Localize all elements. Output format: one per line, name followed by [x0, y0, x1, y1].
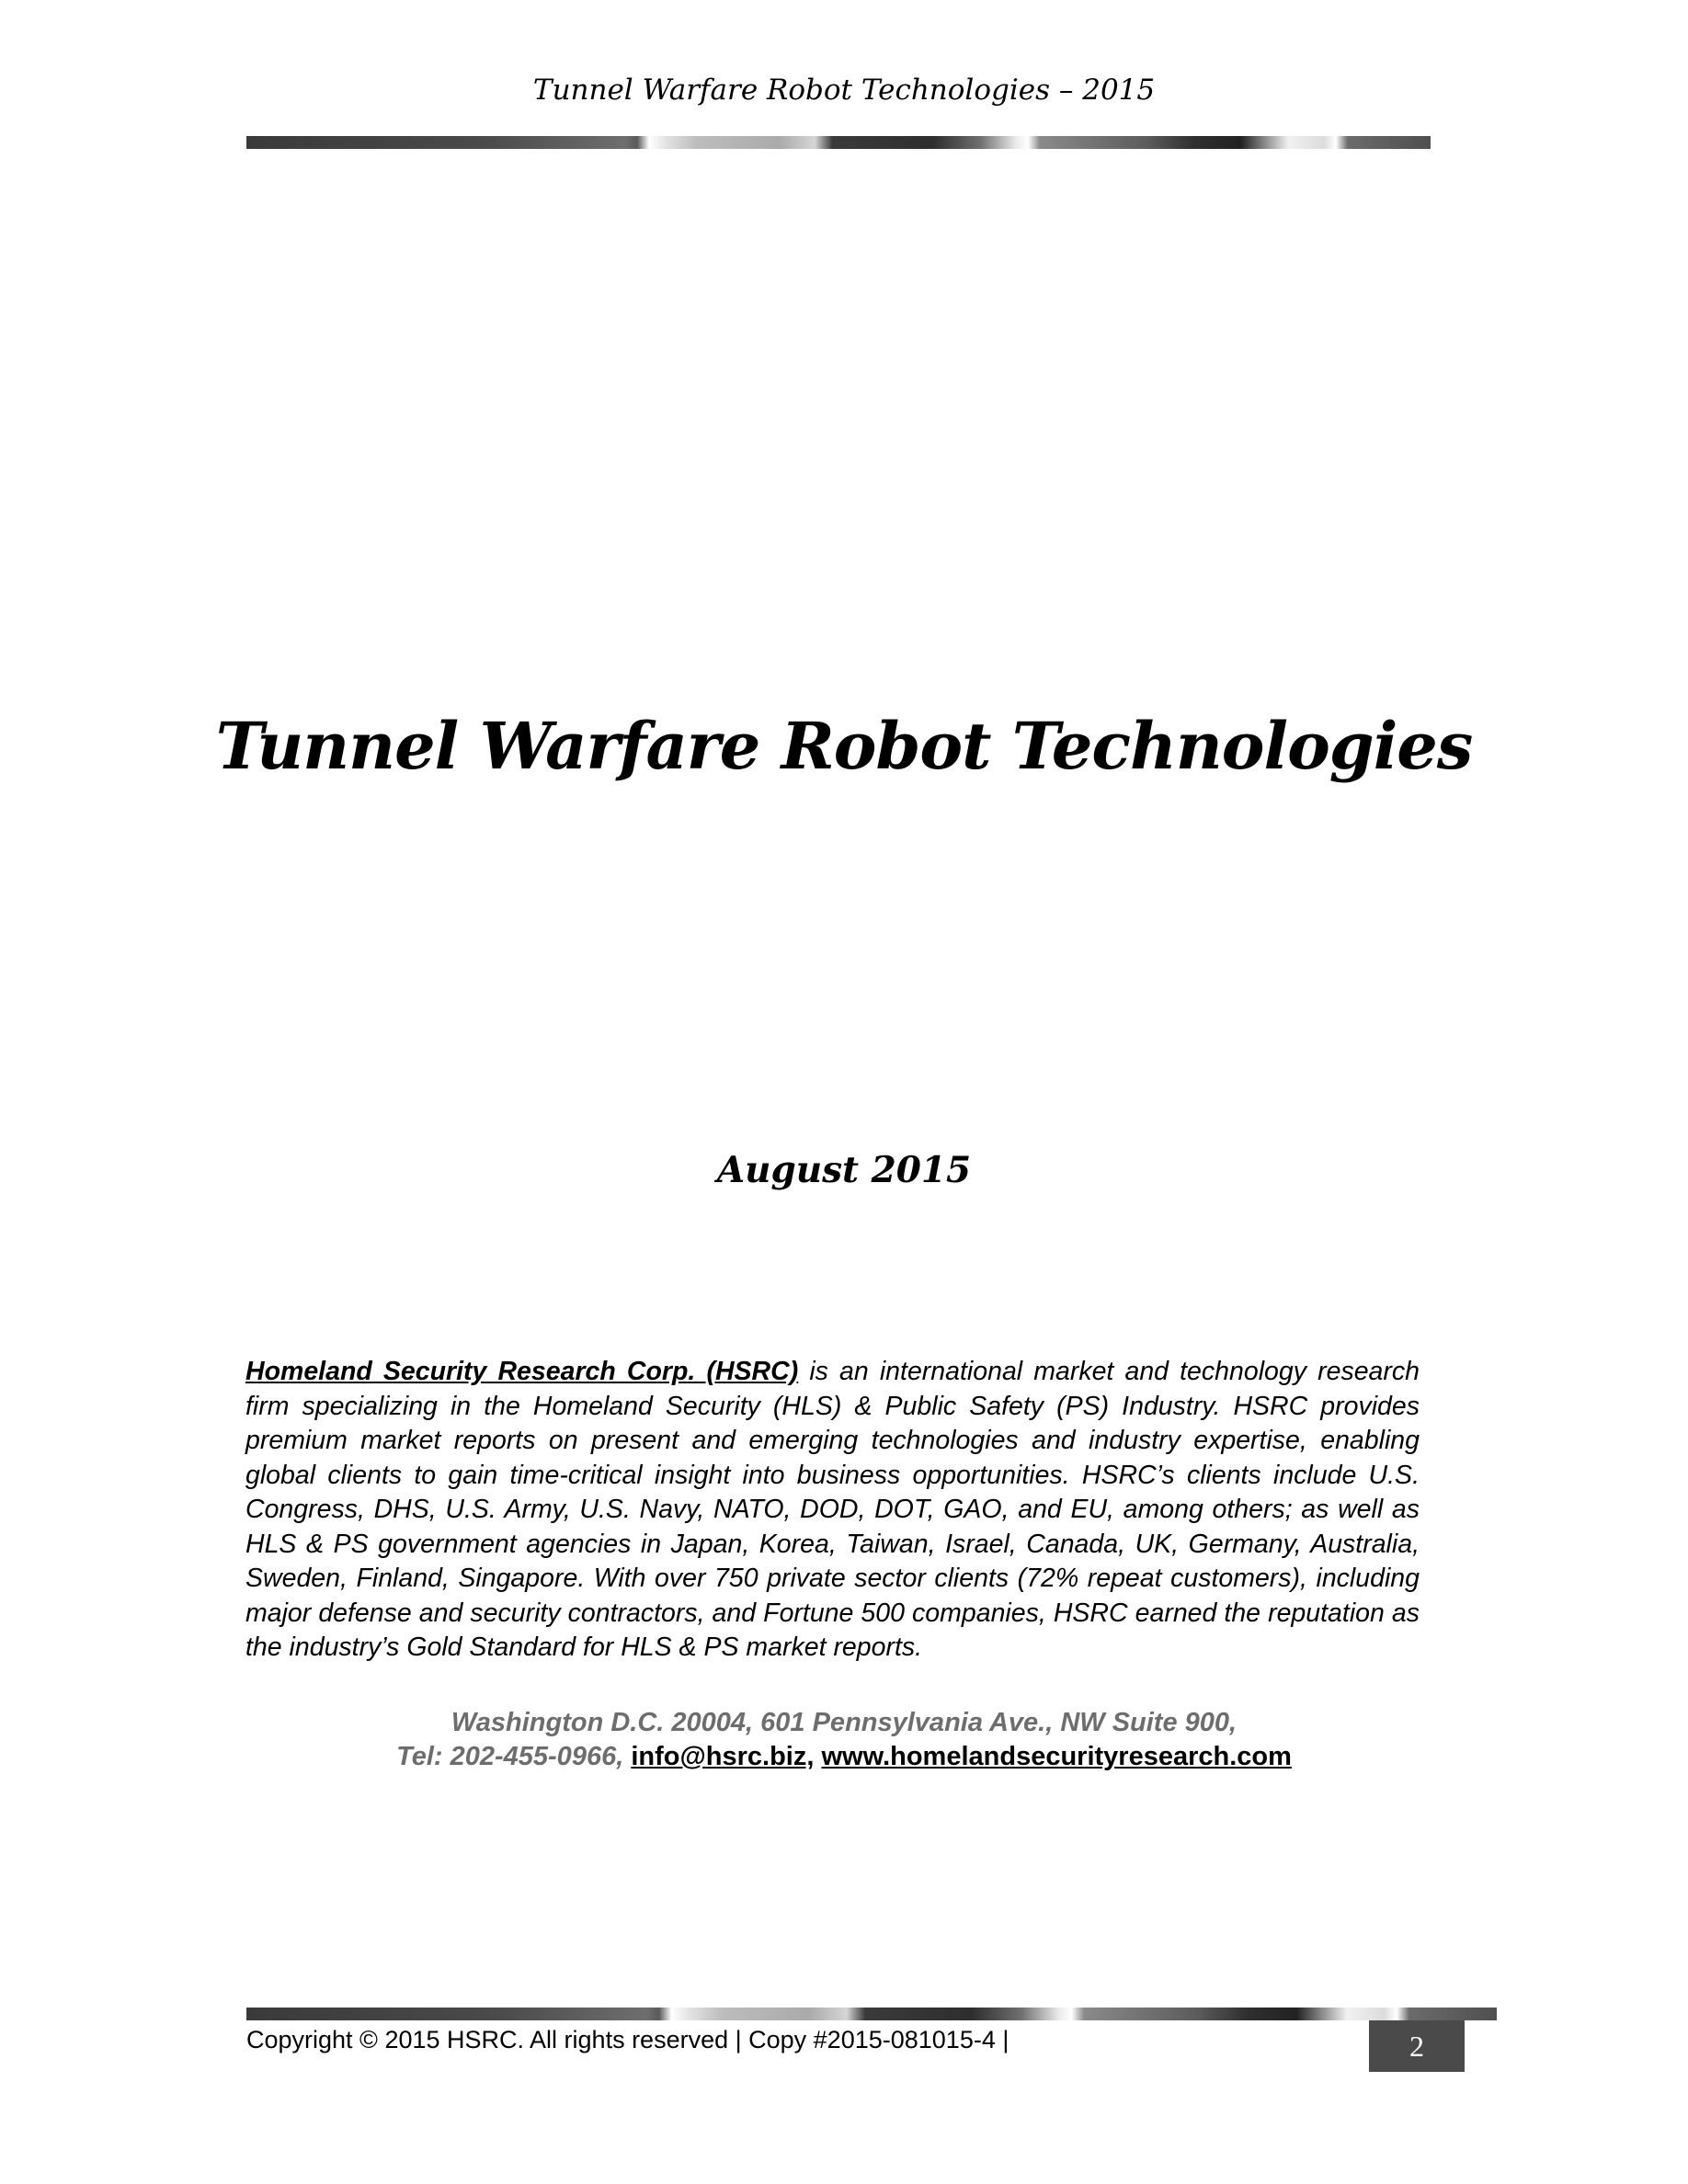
footer-divider	[246, 2008, 1497, 2020]
company-name-link[interactable]: Homeland Security Research Corp. (HSRC)	[245, 1357, 799, 1386]
document-date: August 2015	[716, 1149, 972, 1191]
running-header-title: Tunnel Warfare Robot Technologies – 2015	[532, 74, 1156, 107]
company-description: is an international market and technology research firm specializing in the Homeland Security (HLS) & Public Safety (PS) Industry. HSRC provides premium market reports on present and emerging technologies and industry expertise, enabling global clients to gain time-critical insight into business opportunities. HSRC’s clients include U.S. Congress, DHS, U.S. Army, U.S. Navy, NATO, DOD, DOT, GAO, and EU, among others; as well as HLS & PS government agencies in Japan, Korea, Taiwan, Israel, Canada, UK, Germany, Australia, Sweden, Finland, Singapore. With over 750 private sector clients (72% repeat customers), including major defense and security contractors, and Fortune 500 companies, HSRC earned the reputation as the industry’s Gold Standard for HLS & PS market reports.	[245, 1357, 1420, 1662]
page-number-badge: 2	[1369, 2020, 1465, 2072]
contact-email-link[interactable]: info@hsrc.biz,	[631, 1742, 815, 1771]
contact-website-link[interactable]: www.homelandsecurityresearch.com	[821, 1742, 1292, 1771]
about-paragraph	[245, 1355, 1420, 1666]
footer-copyright: Copyright © 2015 HSRC. All rights reserved | Copy #2015-081015-4 |	[246, 2026, 1009, 2053]
header-divider	[246, 136, 1431, 149]
contact-telephone: Tel: 202-455-0966,	[396, 1742, 632, 1771]
document-title: Tunnel Warfare Robot Technologies	[215, 708, 1473, 784]
contact-address: Washington D.C. 20004, 601 Pennsylvania Ave., NW Suite 900,	[451, 1708, 1237, 1737]
contact-line	[0, 1740, 1688, 1774]
contact-block	[0, 1706, 1688, 1774]
